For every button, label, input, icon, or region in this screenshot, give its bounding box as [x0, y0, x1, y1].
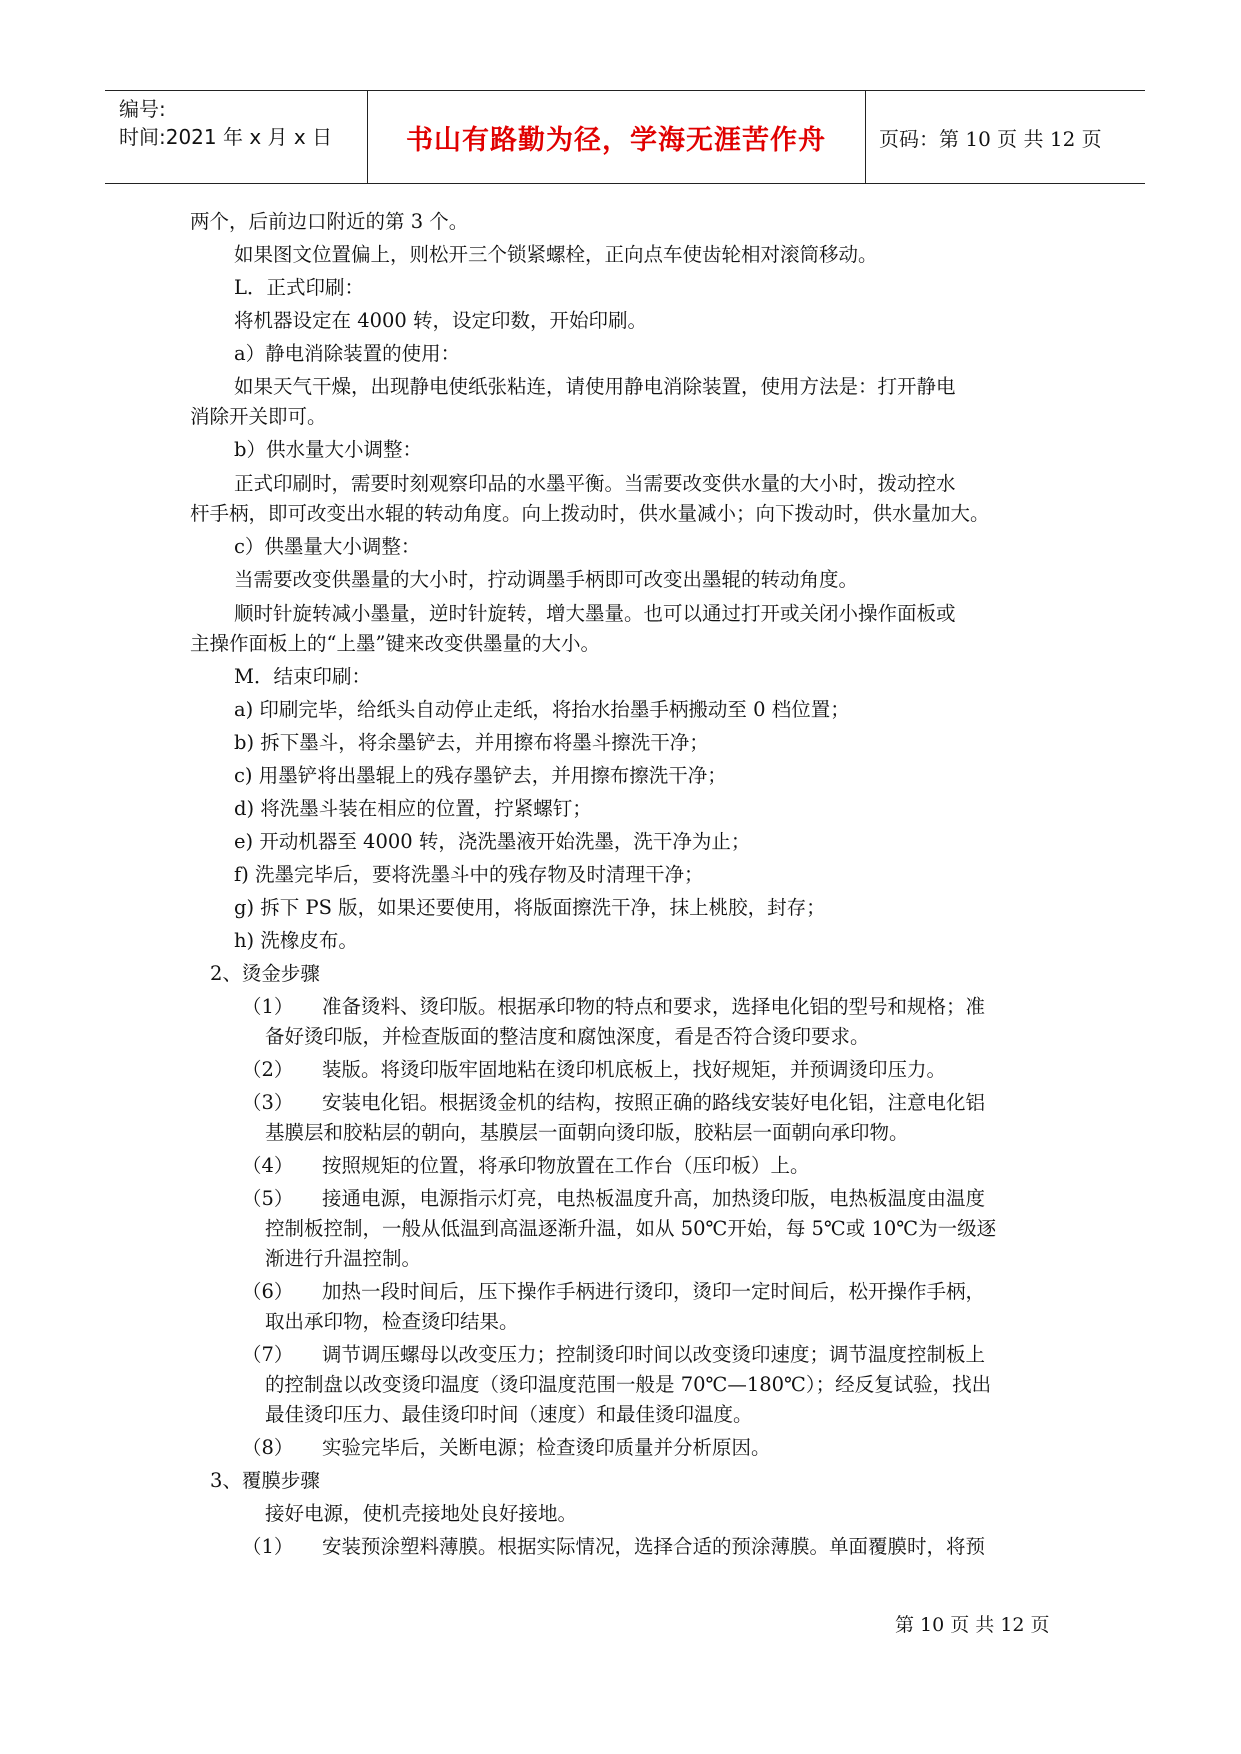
- text-line: 如果图文位置偏上，则松开三个锁紧螺栓，正向点车使齿轮相对滚筒移动。: [234, 243, 878, 266]
- step-text: 的控制盘以改变烫印温度（烫印温度范围一般是 70℃—180℃）；经反复试验，找出: [265, 1373, 992, 1396]
- list-item: g) 拆下 PS 版，如果还要使用，将版面擦洗干净，抹上桃胶，封存；: [234, 896, 826, 919]
- text-line: 如果天气干燥，出现静电使纸张粘连，请使用静电消除装置，使用方法是：打开静电: [234, 375, 956, 398]
- subsection-heading: c）供墨量大小调整：: [234, 535, 421, 558]
- text-line: 杆手柄，即可改变出水辊的转动角度。向上拨动时，供水量减小；向下拨动时，供水量加大。: [190, 502, 990, 525]
- document-number-label: 编号:: [119, 97, 166, 121]
- list-item: b) 拆下墨斗，将余墨铲去，并用擦布将墨斗擦洗干净；: [234, 731, 709, 754]
- step-number: （1）: [242, 995, 294, 1018]
- header-right-cell: [865, 91, 1145, 183]
- step-number: （2）: [242, 1058, 294, 1081]
- step-text: 调节调压螺母以改变压力；控制烫印时间以改变烫印速度；调节温度控制板上: [322, 1343, 986, 1366]
- step-text: 实验完毕后，关断电源；检查烫印质量并分析原因。: [322, 1436, 771, 1459]
- text-line: 接好电源，使机壳接地处良好接地。: [265, 1502, 578, 1525]
- step-number: （3）: [242, 1091, 294, 1114]
- text-line: 将机器设定在 4000 转，设定印数，开始印刷。: [234, 309, 648, 332]
- step-text: 最佳烫印压力、最佳烫印时间（速度）和最佳烫印温度。: [265, 1403, 753, 1426]
- header-motto-cell: [367, 91, 866, 183]
- list-item: a) 印刷完毕，给纸头自动停止走纸，将抬水抬墨手柄搬动至 0 档位置；: [234, 698, 850, 721]
- step-text: 接通电源，电源指示灯亮，电热板温度升高，加热烫印版，电热板温度由温度: [322, 1187, 986, 1210]
- text-line: 当需要改变供墨量的大小时，拧动调墨手柄即可改变出墨辊的转动角度。: [234, 568, 859, 591]
- step-text: 基膜层和胶粘层的朝向，基膜层一面朝向烫印版，胶粘层一面朝向承印物。: [265, 1121, 909, 1144]
- step-text: 渐进行升温控制。: [265, 1247, 422, 1270]
- step-text: 加热一段时间后，压下操作手柄进行烫印，烫印一定时间后，松开操作手柄，: [322, 1280, 986, 1303]
- step-number: （6）: [242, 1280, 294, 1303]
- step-text: 控制板控制，一般从低温到高温逐渐升温，如从 50℃开始，每 5℃或 10℃为一级逐: [265, 1217, 997, 1240]
- page-header: [105, 90, 1145, 184]
- section-heading: 3、覆膜步骤: [210, 1469, 320, 1492]
- step-number: （1）: [242, 1535, 294, 1558]
- header-motto: 书山有路勤为径，学海无涯苦作舟: [406, 124, 826, 156]
- section-heading: 2、烫金步骤: [210, 962, 320, 985]
- step-text: 安装电化铝。根据烫金机的结构，按照正确的路线安装好电化铝，注意电化铝: [322, 1091, 986, 1114]
- header-page-info: 页码：第 10 页 共 12 页: [879, 126, 1102, 151]
- list-item: e) 开动机器至 4000 转，浇洗墨液开始洗墨，洗干净为止；: [234, 830, 751, 853]
- step-number: （8）: [242, 1436, 294, 1459]
- step-text: 装版。将烫印版牢固地粘在烫印机底板上，找好规矩，并预调烫印压力。: [322, 1058, 947, 1081]
- header-left-cell: [105, 91, 368, 183]
- page-footer: 第 10 页 共 12 页: [895, 1614, 1050, 1636]
- section-heading: L．正式印刷：: [234, 276, 364, 299]
- step-number: （7）: [242, 1343, 294, 1366]
- step-text: 按照规矩的位置，将承印物放置在工作台（压印板）上。: [322, 1154, 810, 1177]
- list-item: h) 洗橡皮布。: [234, 929, 358, 952]
- text-line: 消除开关即可。: [190, 405, 327, 428]
- step-number: （4）: [242, 1154, 294, 1177]
- list-item: f) 洗墨完毕后，要将洗墨斗中的残存物及时清理干净；: [234, 863, 704, 886]
- step-text: 安装预涂塑料薄膜。根据实际情况，选择合适的预涂薄膜。单面覆膜时，将预: [322, 1535, 986, 1558]
- list-item: c) 用墨铲将出墨辊上的残存墨铲去，并用擦布擦洗干净；: [234, 764, 727, 787]
- text-line: 顺时针旋转减小墨量，逆时针旋转，增大墨量。也可以通过打开或关闭小操作面板或: [234, 602, 956, 625]
- step-number: （5）: [242, 1187, 294, 1210]
- document-time-label: 时间:2021 年 x 月 x 日: [119, 125, 333, 149]
- text-line: 主操作面板上的“上墨”键来改变供墨量的大小。: [190, 632, 600, 655]
- text-line: 两个，后前边口附近的第 3 个。: [190, 210, 469, 233]
- step-text: 取出承印物，检查烫印结果。: [265, 1310, 519, 1333]
- subsection-heading: a）静电消除装置的使用：: [234, 342, 461, 365]
- text-line: 正式印刷时，需要时刻观察印品的水墨平衡。当需要改变供水量的大小时，拨动控水: [234, 472, 956, 495]
- list-item: d) 将洗墨斗装在相应的位置，拧紧螺钉；: [234, 797, 592, 820]
- section-heading: M．结束印刷：: [234, 665, 371, 688]
- step-text: 准备烫料、烫印版。根据承印物的特点和要求，选择电化铝的型号和规格；准: [322, 995, 986, 1018]
- subsection-heading: b）供水量大小调整：: [234, 438, 422, 461]
- step-text: 备好烫印版，并检查版面的整洁度和腐蚀深度，看是否符合烫印要求。: [265, 1025, 870, 1048]
